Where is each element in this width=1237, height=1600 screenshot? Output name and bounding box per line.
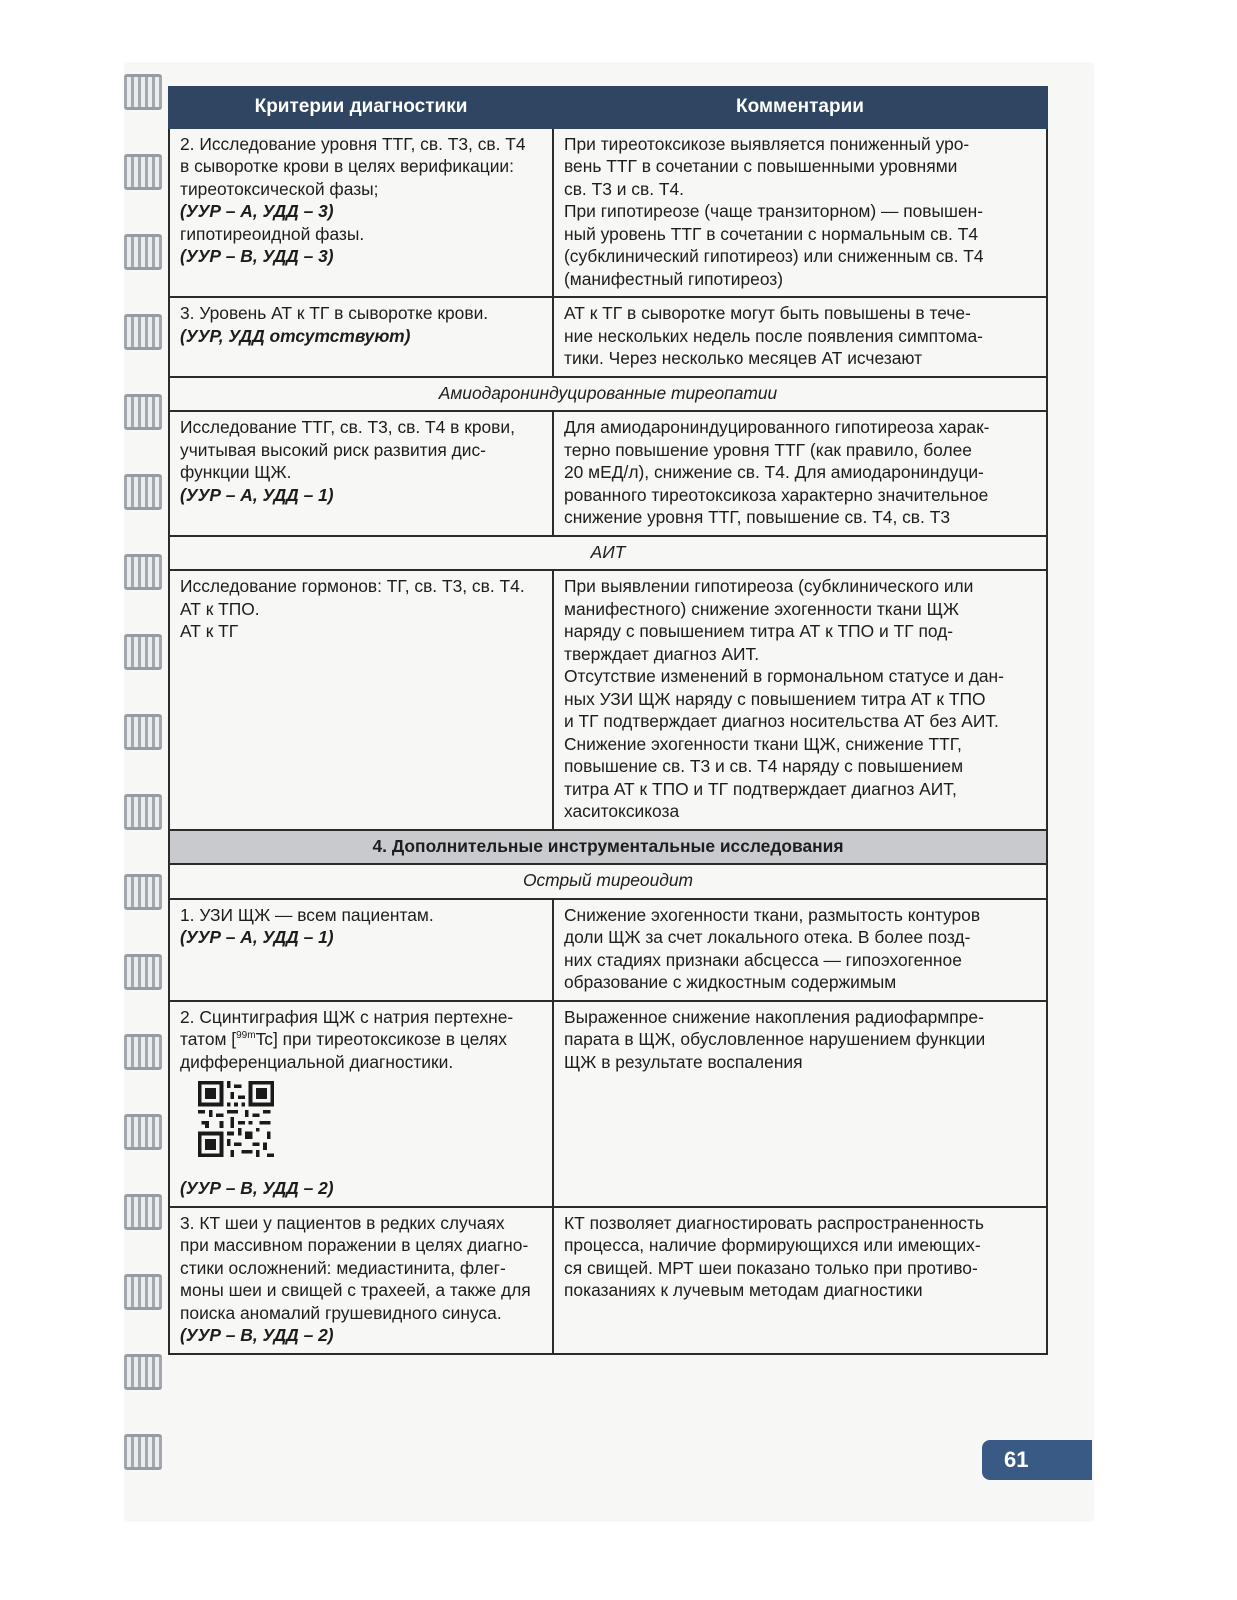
section-acute-thyroiditis-title: Острый тиреоидит [169, 864, 1047, 899]
comment-cell: Выраженное снижение накопления радиофармпре- парата в ЩЖ, обусловленное нарушением функции ЩЖ в результате воспаления [553, 1001, 1047, 1207]
page-number: 61 [982, 1440, 1092, 1480]
criteria-cell: 2. Сцинтиграфия ЩЖ с натрия пертехне- татом [$^{99m}$Tc] при тиреотоксикозе в целях дифференциальной диагностики. (УУР – В, УДД – 2) [169, 1001, 553, 1207]
section-amiodarone-title: Амиодарониндуцированные тиреопатии [169, 377, 1047, 412]
evidence-grade: (УУР – В, УДД – 2) [180, 1178, 334, 1198]
table-row [169, 128, 1047, 298]
header-comments: Комментарии [553, 87, 1047, 128]
section-ait-title: АИТ [169, 536, 1047, 571]
table-row [169, 899, 1047, 1001]
comment-cell: При тиреотоксикозе выявляется пониженный уро- вень ТТГ в сочетании с повышенными уровнями св. Т3 и св. Т4. При гипотиреозе (чаще транзиторном) — повышен- ный уровень ТТГ в сочетании с нормальным св. Т4 (субклинический гипотиреоз) или сниженным св. Т4 (манифестный гипотиреоз) [553, 128, 1047, 298]
table-row [169, 1207, 1047, 1354]
criteria-cell: 2. Исследование уровня ТТГ, св. Т3, св. Т4 в сыворотке крови в целях верификации: тиреотоксической фазы; (УУР – А, УДД – 3) гипотиреоидной фазы. (УУР – В, УДД – 3) [169, 128, 553, 298]
table-row [169, 1001, 1047, 1207]
evidence-grade: (УУР – В, УДД – 3) [180, 246, 334, 266]
criteria-cell: Исследование ТТГ, св. Т3, св. Т4 в крови, учитывая высокий риск развития дис- функции ЩЖ. (УУР – А, УДД – 1) [169, 411, 553, 536]
comment-cell: При выявлении гипотиреоза (субклинического или манифестного) снижение эхогенности ткани ЩЖ наряду с повышением титра АТ к ТПО и ТГ под- тверждает диагноз АИТ. Отсутствие изменений в гормональном статусе и дан- ных УЗИ ЩЖ наряду с повышением титра АТ к ТПО и ТГ подтверждает диагноз носительства АТ без АИТ. Снижение эхогенности ткани ЩЖ, снижение ТТГ, повышение св. Т3 и св. Т4 наряду с повышением титра АТ к ТПО и ТГ подтверждает диагноз АИТ, хаситоксикоза [553, 570, 1047, 830]
criteria-cell: 3. КТ шеи у пациентов в редких случаях при массивном поражении в целях диагно- стики осложнений: медиастинита, флег- моны шеи и свищей с трахеей, а также для поиска аномалий грушевидного синуса. (УУР – В, УДД – 2) [169, 1207, 553, 1354]
comment-cell: АТ к ТГ в сыворотке могут быть повышены в тече- ние нескольких недель после появления симптома- тики. Через несколько месяцев АТ исчезают [553, 297, 1047, 377]
header-criteria: Критерии диагностики [169, 87, 553, 128]
section-row [169, 377, 1047, 412]
section-4-title: 4. Дополнительные инструментальные исследования [169, 830, 1047, 865]
criteria-cell: 1. УЗИ ЩЖ — всем пациентам. (УУР – А, УДД – 1) [169, 899, 553, 1001]
comment-cell: КТ позволяет диагностировать распространенность процесса, наличие формирующихся или имеющих- ся свищей. МРТ шеи показано только при противо- показаниях к лучевым методам диагностики [553, 1207, 1047, 1354]
criteria-cell: Исследование гормонов: ТГ, св. Т3, св. Т4. АТ к ТПО. АТ к ТГ [169, 570, 553, 830]
diagnostics-table [168, 86, 1048, 1355]
section-row [169, 830, 1047, 865]
evidence-grade: (УУР – В, УДД – 2) [180, 1325, 334, 1345]
table-row [169, 411, 1047, 536]
evidence-grade: (УУР, УДД отсутствуют) [180, 325, 411, 346]
spiral-binding [124, 64, 164, 1520]
evidence-grade: (УУР – А, УДД – 1) [180, 927, 334, 947]
evidence-grade: (УУР – А, УДД – 3) [180, 201, 334, 221]
evidence-grade: (УУР – А, УДД – 1) [180, 484, 334, 505]
criteria-cell: 3. Уровень АТ к ТГ в сыворотке крови. (УУР, УДД отсутствуют) [169, 297, 553, 377]
table-row [169, 570, 1047, 830]
comment-cell: Снижение эхогенности ткани, размытость контуров доли ЩЖ за счет локального отека. В более позд- них стадиях признаки абсцесса — гипоэхогенное образование с жидкостным содержимым [553, 899, 1047, 1001]
qr-code-icon[interactable] [198, 1081, 274, 1157]
section-row [169, 864, 1047, 899]
table-row [169, 297, 1047, 377]
table-header [169, 87, 1047, 128]
section-row [169, 536, 1047, 571]
comment-cell: Для амиодарониндуцированного гипотиреоза харак- терно повышение уровня ТТГ (как правило, более 20 мЕД/л), снижение св. Т4. Для амиодарониндуци- рованного тиреотоксикоза характерно значительное снижение уровня ТТГ, повышение св. Т4, св. Т3 [553, 411, 1047, 536]
